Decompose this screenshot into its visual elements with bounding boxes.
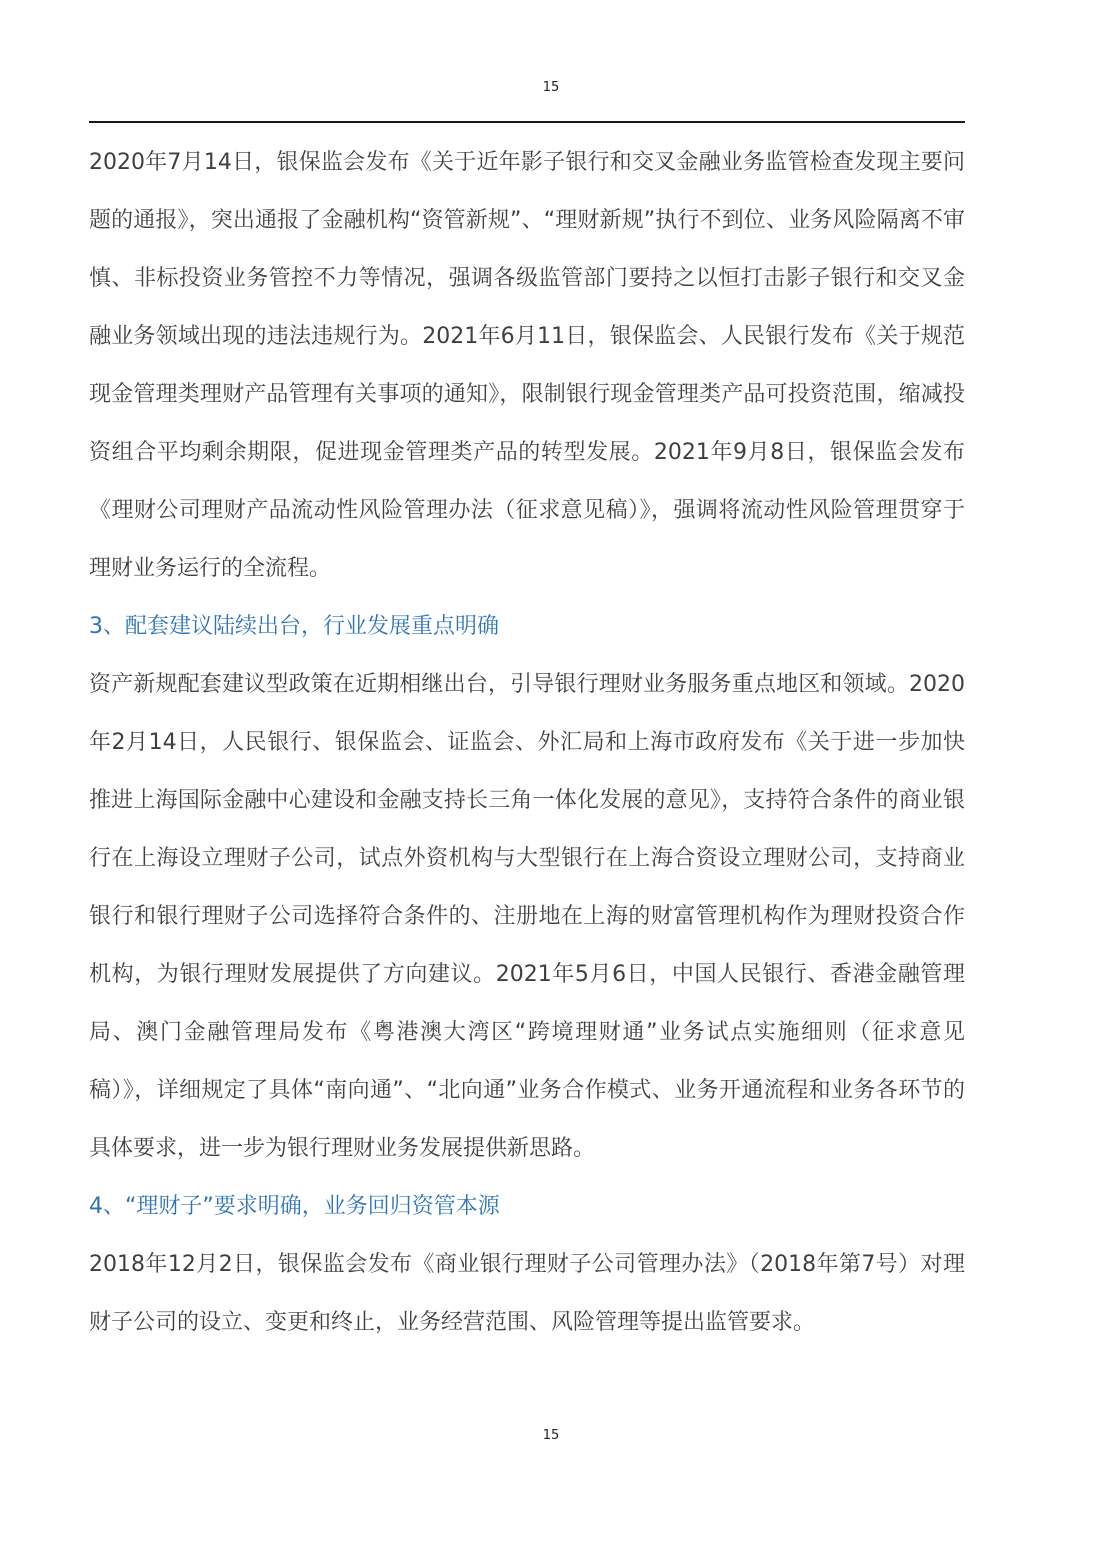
body-paragraph-regulation-notices: 2020年7月14日，银保监会发布《关于近年影子银行和交叉金融业务监管检查发现主要问题的通报》，突出通报了金融机构“资管新规”、“理财新规”执行不到位、业务风险隔离不审慎、非标投资业务管控不力等情况，强调各级监管部门要持之以恒打击影子银行和交叉金融业务领域出现的违法违规行为。2021年6月11日，银保监会、人民银行发布《关于规范现金管理类理财产品管理有关事项的通知》，限制银行现金管理类产品可投资范围，缩减投资组合平均剩余期限，促进现金管理类产品的转型发展。2021年9月8日，银保监会发布《理财公司理财产品流动性风险管理办法（征求意见稿）》，强调将流动性风险管理贯穿于理财业务运行的全流程。 <box>89 150 965 581</box>
header-page-number: 15 <box>542 80 560 95</box>
section-heading-3: 3、配套建议陆续出台，行业发展重点明确 <box>89 614 499 639</box>
body-paragraph-subsidiary-rules: 2018年12月2日，银保监会发布《商业银行理财子公司管理办法》（2018年第7号）对理财子公司的设立、变更和终止，业务经营范围、风险管理等提出监管要求。 <box>89 1252 965 1335</box>
footer-page-number: 15 <box>542 1428 560 1443</box>
section-heading-4: 4、“理财子”要求明确，业务回归资管本源 <box>89 1194 500 1219</box>
header-divider <box>89 121 965 123</box>
document-body <box>89 134 965 1352</box>
body-paragraph-supporting-policies: 资产新规配套建议型政策在近期相继出台，引导银行理财业务服务重点地区和领域。2020年2月14日，人民银行、银保监会、证监会、外汇局和上海市政府发布《关于进一步加快推进上海国际金融中心建设和金融支持长三角一体化发展的意见》，支持符合条件的商业银行在上海设立理财子公司，试点外资机构与大型银行在上海合资设立理财公司，支持商业银行和银行理财子公司选择符合条件的、注册地在上海的财富管理机构作为理财投资合作机构，为银行理财发展提供了方向建议。2021年5月6日，中国人民银行、香港金融管理局、澳门金融管理局发布《粤港澳大湾区“跨境理财通”业务试点实施细则（征求意见稿）》，详细规定了具体“南向通”、“北向通”业务合作模式、业务开通流程和业务各环节的具体要求，进一步为银行理财业务发展提供新思路。 <box>89 672 965 1161</box>
